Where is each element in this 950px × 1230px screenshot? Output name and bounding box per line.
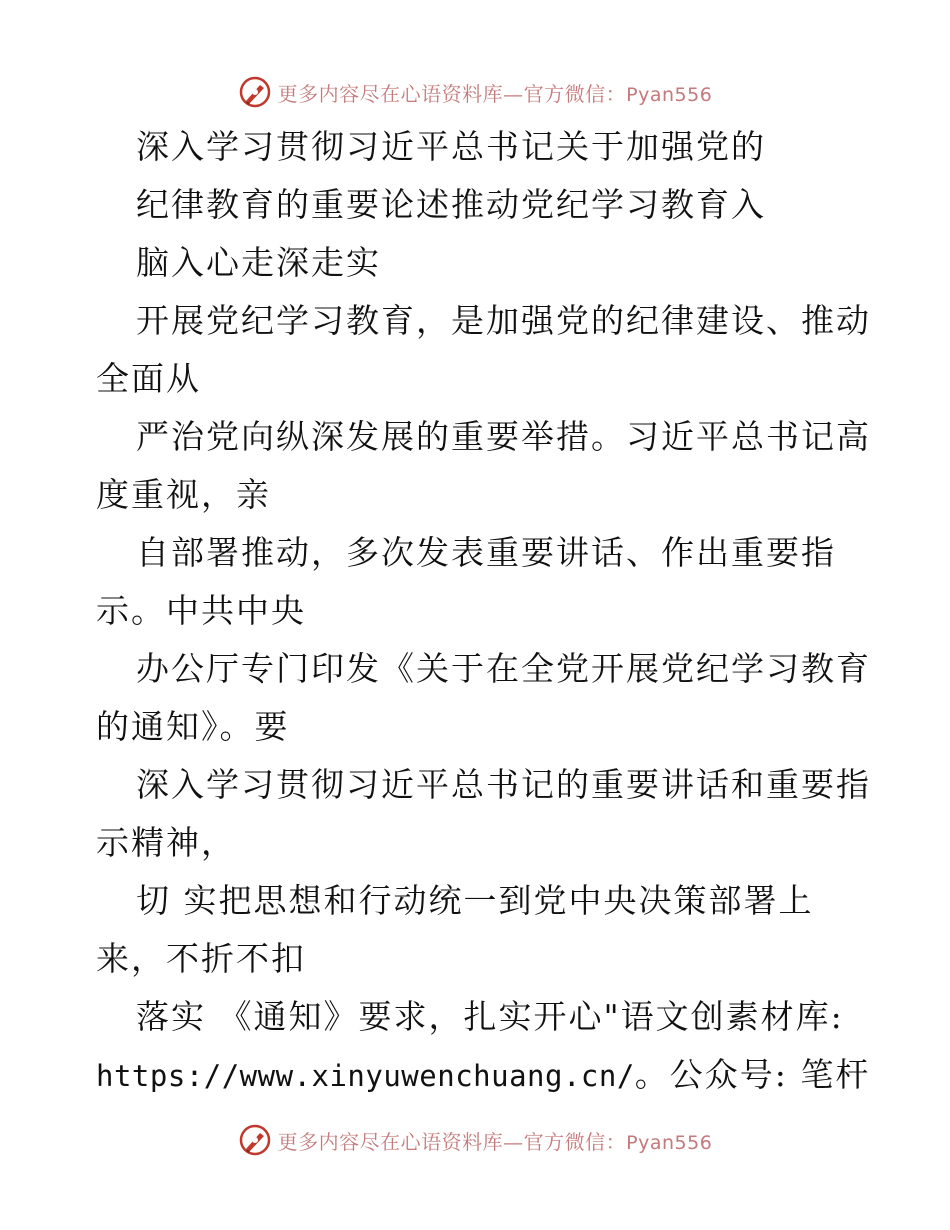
text-line: 度重视，亲	[96, 475, 271, 514]
text-line: 自部署推动，多次发表重要讲话、作出重要指	[136, 533, 836, 572]
text-line: 办公厅专门印发《关于在全党开展党纪学习教育	[136, 649, 871, 688]
text-line: 落实 《通知》要求，扎实开心"语文创素材库:	[136, 997, 844, 1036]
banner-label: 更多内容尽在心语资料库—官方微信：	[277, 1129, 627, 1154]
pen-circle-logo-icon	[238, 1123, 272, 1157]
source-url-link[interactable]: https://www.xinyuwenchuang.cn/	[96, 1059, 635, 1093]
text-line: 深入学习贯彻习近平总书记的重要讲话和重要指	[136, 765, 871, 804]
text-line: 严治党向纵深发展的重要举措。习近平总书记高	[136, 417, 871, 456]
header-banner	[0, 70, 950, 114]
text-line: 示。中共中央	[96, 591, 306, 630]
text-line: 脑入心走深走实	[136, 243, 381, 282]
article-body	[96, 118, 871, 1104]
banner-wechat-id: Pyan556	[626, 1131, 713, 1154]
text-line: 示精神，	[96, 823, 236, 862]
text-line: 的通知》。要	[96, 707, 290, 746]
text-line: 深入学习贯彻习近平总书记关于加强党的	[136, 127, 766, 166]
banner-text	[278, 1126, 713, 1155]
text-line: 切 实把思想和行动统一到党中央决策部署上	[136, 881, 814, 920]
banner-wechat-id: Pyan556	[626, 83, 713, 106]
text-line: 开展党纪学习教育，是加强党的纪律建设、推动	[136, 301, 871, 340]
url-suffix: 。公众号: 笔杆	[634, 1055, 871, 1094]
footer-banner	[0, 1118, 950, 1162]
text-line: 纪律教育的重要论述推动党纪学习教育入	[136, 185, 766, 224]
pen-circle-logo-icon	[238, 75, 272, 109]
banner-label: 更多内容尽在心语资料库—官方微信：	[277, 81, 627, 106]
url-line	[96, 1046, 871, 1104]
banner-text	[278, 78, 713, 107]
text-line: 来，不折不扣	[96, 939, 306, 978]
text-line: 全面从	[96, 359, 201, 398]
